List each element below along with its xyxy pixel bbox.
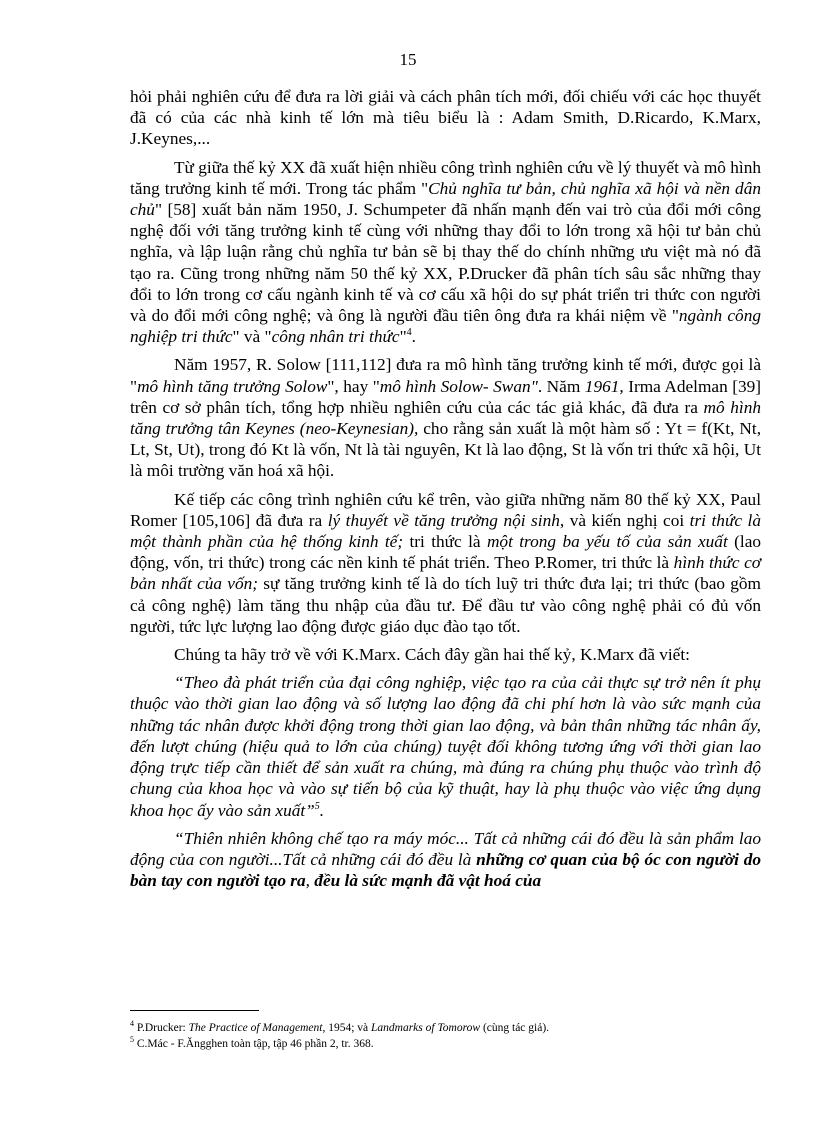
body-text [130, 86, 761, 891]
footnotes [130, 1020, 761, 1052]
quote-2: “Thiên nhiên không chế tạo ra máy móc... Tất cả những cái đó đều là sản phẩm lao động của con người...Tất cả những cái đó đều là những cơ quan của bộ óc con người do bàn tay con người tạo ra, đều là sức mạnh đã vật hoá của [130, 828, 762, 891]
footnote-ref-5[interactable]: 5 [314, 800, 320, 812]
term-knowledge-worker: công nhân tri thức [271, 327, 400, 347]
emphasis-bold: những cơ quan của bộ óc con người do bàn tay con người tạo ra [130, 849, 762, 891]
paragraph-4: Kế tiếp các công trình nghiên cứu kể trên, vào giữa những năm 80 thế kỷ XX, Paul Romer [105,106] đã đưa ra lý thuyết về tăng trưởng nội sinh, và kiến nghị coi tri thức là một thành phần của hệ thống kinh tế; tri thức là một trong ba yếu tố của sản xuất (lao động, vốn, tri thức) trong các nền kinh tế phát triển. Theo P.Romer, tri thức là hình thức cơ bản nhất của vốn; sự tăng trưởng kinh tế là do tích luỹ tri thức đưa lại; tri thức (bao gồm cả công nghệ) làm tăng thu nhập của đầu tư. Để đầu tư vào công nghệ phải có đủ vốn người, tức lực lượng lao động được giáo dục đào tạo tốt. [130, 489, 762, 636]
book-title: Chủ nghĩa tư bản, chủ nghĩa xã hội và nền dân chủ [130, 178, 761, 220]
paragraph-1: hỏi phải nghiên cứu để đưa ra lời giải và cách phân tích mới, đối chiếu với các học thuyết đã có của các nhà kinh tế lớn mà tiêu biểu là : Adam Smith, D.Ricardo, K.Marx, J.Keynes,... [130, 87, 761, 149]
footnote-4: $^4$ P.Drucker: The Practice of Management, 1954; và Landmarks of Tomorow (cùng tác giả). [130, 1019, 550, 1034]
paragraph-3: Năm 1957, R. Solow [111,112] đưa ra mô hình tăng trưởng kinh tế mới, được gọi là "mô hình tăng trưởng Solow", hay "mô hình Solow- Swan". Năm 1961, Irma Adelman [39] trên cơ sở phân tích, tổng hợp nhiều nghiên cứu của các tác giả khác, đã đưa ra mô hình tăng trưởng tân Keynes (neo-Keynesian), cho rằng sản xuất là một hàm số : Yt = f(Kt, Nt, Lt, St, Ut), trong đó Kt là vốn, Nt là tài nguyên, Kt là lao động, St là vốn tri thức xã hội, Ut là môi trường văn hoá xã hội. [130, 355, 762, 481]
footnote-separator [130, 1010, 259, 1011]
emphasis-bold: đều là sức mạnh đã vật hoá của [314, 871, 542, 891]
footnote-5: $^5$ C.Mác - F.Ăngghen toàn tập, tập 46 phần 2, tr. 368. [130, 1035, 374, 1050]
footnote-ref-4[interactable]: 4 [406, 327, 412, 339]
quote-1: “Theo đà phát triển của đại công nghiệp, việc tạo ra của cải thực sự trở nên ít phụ thuộc vào thời gian lao động và số lượng lao động đã chi phí hơn là vào sức mạnh của những tác nhân được khởi động trong thời gian lao động, và bản thân những tác nhân ấy, đến lượt chúng (hiệu quả to lớn của chúng) tuyệt đối không tương ứng với thời gian lao động trực tiếp cần thiết để sản xuất ra chúng, mà đúng ra chúng phụ thuộc vào trình độ chung của khoa học và vào sự tiến bộ của kỹ thuật, hay là phụ thuộc vào việc ứng dụng khoa học ấy vào sản xuất”$^5$. [130, 673, 761, 820]
term-knowledge-industry: ngành công nghiệp tri thức [130, 306, 761, 347]
paragraph-2: Từ giữa thế kỷ XX đã xuất hiện nhiều công trình nghiên cứu về lý thuyết và mô hình tăng trưởng kinh tế mới. Trong tác phẩm "Chủ nghĩa tư bản, chủ nghĩa xã hội và nền dân chủ" [58] xuất bản năm 1950, J. Schumpeter đã nhấn mạnh đến vai trò của đổi mới công nghệ đối với tăng trưởng kinh tế cùng với những thay đổi to lớn trong xã hội tư bản chủ nghĩa, và lập luận rằng chủ nghĩa tư bản sẽ bị thay thế do chính những ưu việt mà nó đã tạo ra. Cũng trong những năm 50 thế kỷ XX, P.Drucker đã phân tích sâu sắc những thay đổi to lớn trong cơ cấu ngành kinh tế và cơ cấu xã hội do sự phát triển tri thức con người và do đổi mới công nghệ; và ông là người đầu tiên ông đưa ra khái niệm về "ngành công nghiệp tri thức" và "công nhân tri thức"$^4$. [130, 157, 761, 347]
paragraph-5: Chúng ta hãy trở về với K.Marx. Cách đây gần hai thế kỷ, K.Marx đã viết: [174, 645, 690, 665]
page-number: 15 [399, 50, 417, 69]
